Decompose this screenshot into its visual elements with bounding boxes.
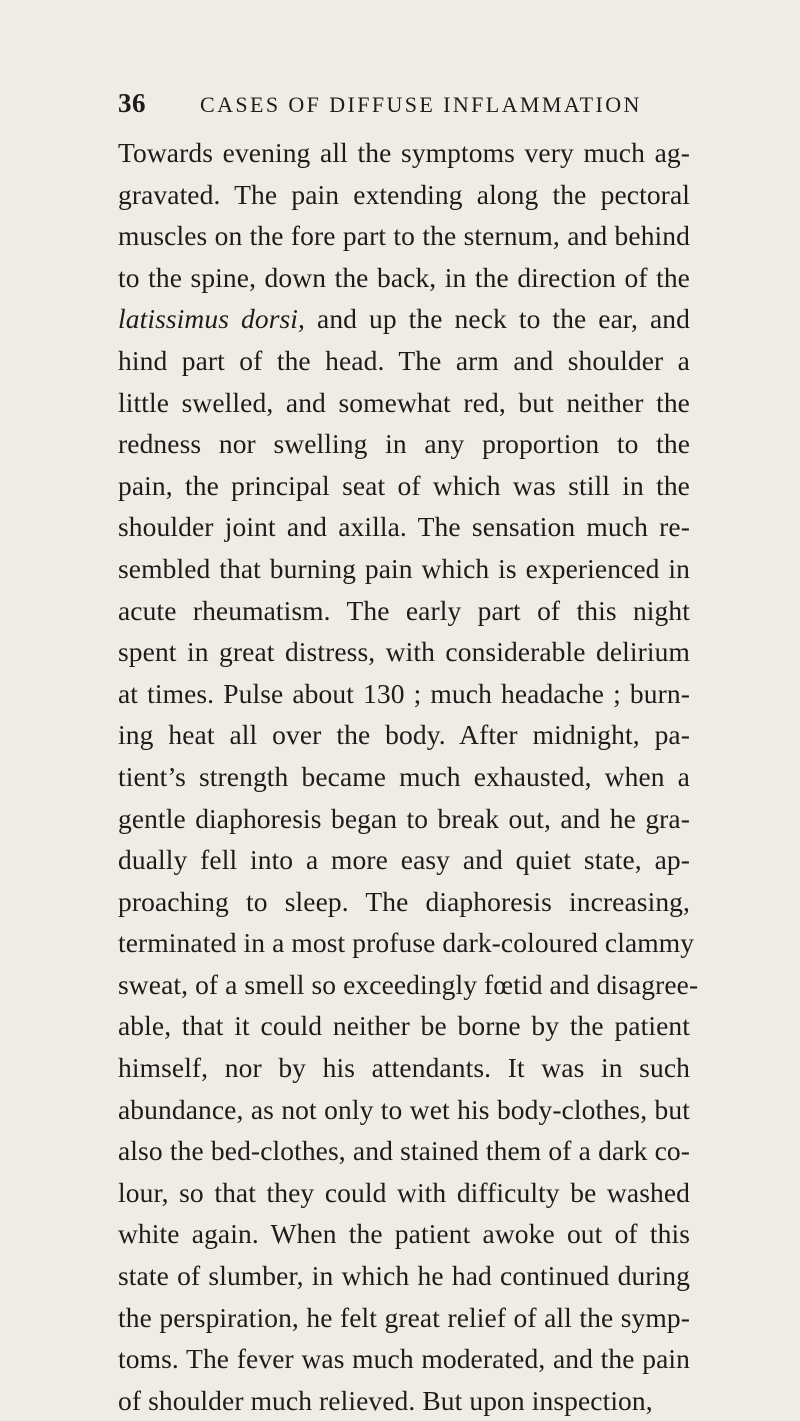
text-line-15: ing heat all over the body. After midnight, pa- [118, 719, 690, 751]
running-title: CASES OF DIFFUSE INFLAMMATION [200, 92, 642, 117]
text-line-5 [118, 298, 690, 340]
text-line-14: at times. Pulse about 130 ; much headache ; burn- [118, 677, 690, 709]
text-line-2: gravated. The pain extending along the pectoral [118, 178, 690, 210]
text-line-22: able, that it could neither be borne by the patient [118, 1010, 690, 1042]
text-line-27: white again. When the patient awoke out of this [118, 1218, 690, 1250]
italic-term: latissimus dorsi, [118, 303, 306, 335]
text-line-3: muscles on the fore part to the sternum, and behind [118, 220, 690, 252]
text-line-11: sembled that burning pain which is experienced in [118, 552, 690, 584]
text-line-26: lour, so that they could with difficulty be washed [118, 1176, 690, 1208]
text-line-13: spent in great distress, with considerable delirium [118, 636, 690, 668]
text-line-20: terminated in a most profuse dark-coloured clammy [118, 927, 695, 959]
text-line-19: proaching to sleep. The diaphoresis increasing, [118, 885, 690, 917]
text-line-30: toms. The fever was much moderated, and the pain [118, 1343, 690, 1375]
text-line-6: hind part of the head. The arm and shoulder a [118, 344, 690, 376]
running-head [118, 88, 738, 124]
text-line-21: sweat, of a smell so exceedingly fœtid and disagree- [118, 968, 699, 1000]
text-line-16: tient’s strength became much exhausted, when a [118, 760, 690, 792]
text-line-4: to the spine, down the back, in the direction of the [118, 261, 690, 293]
text-line-24: abundance, as not only to wet his body-clothes, but [118, 1093, 690, 1125]
text-line-23: himself, nor by his attendants. It was in such [118, 1052, 690, 1084]
text-line-25: also the bed-clothes, and stained them of a dark co- [118, 1135, 690, 1167]
text-line-5-rest: and up the neck to the ear, and [317, 303, 690, 335]
text-line-9: pain, the principal seat of which was still in the [118, 469, 690, 501]
text-line-29: the perspiration, he felt great relief of all the symp- [118, 1301, 690, 1333]
text-line-8: redness nor swelling in any proportion to the [118, 428, 690, 460]
text-line-31: of shoulder much relieved. But upon inspection, [118, 1384, 653, 1416]
text-line-1: Towards evening all the symptoms very much ag- [118, 137, 690, 168]
page-number: 36 [118, 88, 146, 118]
body-text [118, 132, 699, 1421]
text-line-7: little swelled, and somewhat red, but neither the [118, 386, 690, 418]
text-line-18: dually fell into a more easy and quiet state, ap- [118, 844, 690, 876]
text-line-10: shoulder joint and axilla. The sensation much re- [118, 511, 690, 543]
text-line-28: state of slumber, in which he had continued during [118, 1260, 690, 1292]
text-line-17: gentle diaphoresis began to break out, and he gra- [118, 802, 690, 834]
text-line-12: acute rheumatism. The early part of this night [118, 594, 690, 626]
